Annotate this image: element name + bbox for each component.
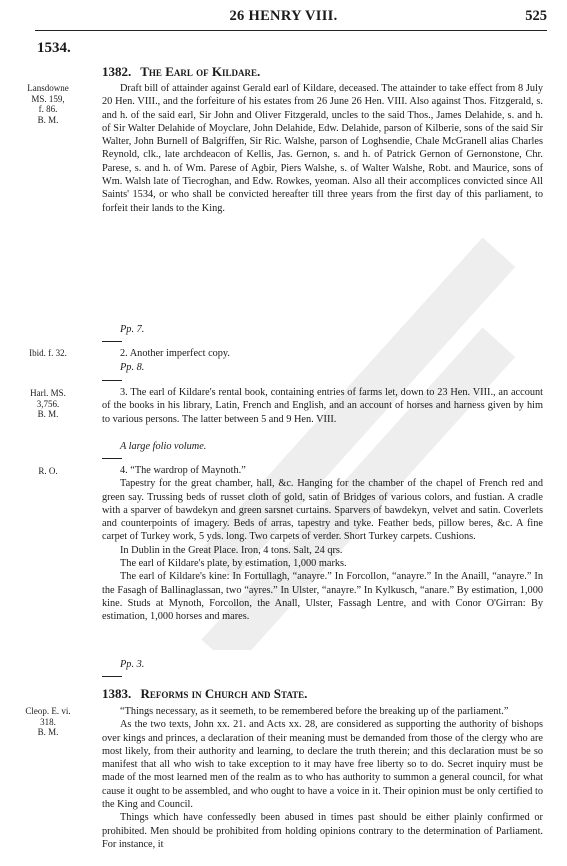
margin-note-ibid <box>18 348 78 359</box>
margin-note-lansdowne <box>18 83 78 125</box>
short-divider <box>102 458 122 459</box>
margin-line: 3,756. <box>36 398 60 409</box>
page-count: Pp. 3. <box>120 659 145 670</box>
entry-heading-1383 <box>102 686 307 702</box>
paragraph-text: 2. Another imperfect copy. <box>120 348 230 359</box>
running-title: 26 HENRY VIII. <box>229 8 338 24</box>
paragraph-text: Things which have confessedly been abused in times past should be either plainly confirmed or prohibited. Men should be prohibited from holding opinions contrary to the determination of Parliament. For instance, it <box>102 812 543 850</box>
margin-line: Cleop. E. vi. <box>25 706 71 716</box>
margin-line: 318. <box>40 716 56 727</box>
margin-line: Lansdowne <box>27 83 69 93</box>
paragraph-text: 3. The earl of Kildare's rental book, containing entries of farms let, down to 23 Hen. VIII., an account of the books in his library, Latin, French and English, and an account of horses and harness given by him to various persons. The latter between 5 and 9 Hen. VIII. <box>102 387 543 425</box>
margin-note-harl <box>18 388 78 420</box>
header-rule <box>35 30 547 31</box>
entry-heading-1382 <box>102 64 260 80</box>
year-label: 1534. <box>37 40 71 56</box>
margin-line: MS. 159, <box>31 93 65 104</box>
imperfect-copy-paragraph <box>102 347 543 360</box>
short-divider <box>102 341 122 342</box>
page-count: Pp. 8. <box>120 362 145 373</box>
margin-line: B. M. <box>37 409 59 419</box>
wardrop-section <box>102 464 543 624</box>
paragraph-text: The earl of Kildare's plate, by estimation, 1,000 marks. <box>120 558 347 570</box>
entry-title: The Earl of Kildare. <box>140 64 261 79</box>
short-divider <box>102 380 122 381</box>
margin-line: B. M. <box>37 727 59 737</box>
paragraph-text: In Dublin in the Great Place. Iron, 4 tons. Salt, 24 qrs. <box>120 544 343 556</box>
wardrop-title: 4. “The wardrop of Maynoth.” <box>120 465 246 476</box>
margin-line: f. 86. <box>38 104 58 114</box>
paragraph-text: As the two texts, John xx. 21. and Acts xx. 28, are considered as supporting the authority of bishops over kings and princes, a declaration of their meaning must be demanded from those of the clergy who are most likely, from their authority and learning, to declare the truth therein; and this declaration must be so manifest that all who wish to take exception to it may have free liberty so to do. Secret inquiry must be made of the most learned men of the realm as to who has authority to summon a general council, for what cause it ought to be assembled, and who ought to have a voice in it. Their opinion must be only certified to the King and Council. <box>102 719 543 811</box>
paragraph-text: The earl of Kildare's kine: In Fortullagh, “anayre.” In Forcollon, “anayre.” In the Anaill, “anayre.” In the Fasagh of Ballinaglassan, two “ayres.” In Ulster, “anayre.” In Kylkusch, “anare.” By estimation, 1,000 kine. Studs at Mynoth, Forcollon, the Anall, Ulster, Fassagh Lentre, and with Conor O'Girran: By estimation, 1,000 horses and mares. <box>102 571 543 623</box>
entry-title: Reforms in Church and State. <box>140 686 308 701</box>
volume-note: A large folio volume. <box>120 441 207 452</box>
page-count: Pp. 7. <box>120 324 145 335</box>
page-number: 525 <box>525 8 547 24</box>
paragraph-text: “Things necessary, as it seemeth, to be remembered before the breaking up of the parliament.” <box>120 706 509 717</box>
margin-line: B. M. <box>37 114 59 125</box>
reforms-section <box>102 705 543 851</box>
attainder-paragraph <box>102 82 543 215</box>
paragraph-text: Draft bill of attainder against Gerald earl of Kildare, deceased. The attainder to take effect from 8 July 20 Hen. VIII., and the forfeiture of his estates from 26 June 26 Hen. VIII. Also against Thos. Fitzgerald, s. and h. of the said earl, Sir John and Oliver Fitzgerald, uncles to the said Thos., James Delahide, s. and h. of Sir Walter Delahide of Moyclare, John Delahide, Edw. Delahide, parson of Kilberie, sons of the said Sir Walter, John Burnell of Balgriffen, Sir Ric. Walshe, parson of Loghsendie, Chale McGranell alias Charles Reynold, clk., late archdeacon of Kellis, Jas. Gernon, s. and h. of Patrick Gernon of Gernonstone, Chr. Parese, s. and h. of Wm. Parese of Agbir, Piers Walshe, s. of Walter Walshe, Robt. and Maurice, sons of Wm. Walsh late of Tiecroghan, and Edw. Rowkes, yeoman. Also all their accomplices convicted since All Saints' 1534, or who shall be convicted hereafter till three years from the first day of this parliament, to forfeit their lands to the King. <box>102 83 543 214</box>
margin-note-cleop <box>18 706 78 738</box>
short-divider <box>102 676 122 677</box>
page-header <box>0 8 567 28</box>
margin-line: Ibid. f. 32. <box>29 348 67 358</box>
entry-number: 1383. <box>102 686 132 701</box>
margin-line: Harl. MS. <box>30 388 66 398</box>
margin-note-ro <box>18 466 78 477</box>
paragraph-text: Tapestry for the great chamber, hall, &c. Hanging for the chamber of the chapel of French red and green say. Trussing beds of russet cloth of gold, satin of Bridges of various colors, and fustian. A cradle with a sparver of bawdekyn and green sarsnet curtains. Sparvers of bawdekyn, velvet and satin. Coverlets and counterpoints of imagery. Beds of arras, tapestry and tyke. Feather beds, pillow beres, &c. A fine carpet of Turkey work, 5 yds. long. Two carpets of verder. Short Turkey carpets. Cushions. <box>102 478 543 543</box>
entry-number: 1382. <box>102 64 132 79</box>
margin-line: R. O. <box>38 466 58 476</box>
rental-book-paragraph <box>102 386 543 426</box>
